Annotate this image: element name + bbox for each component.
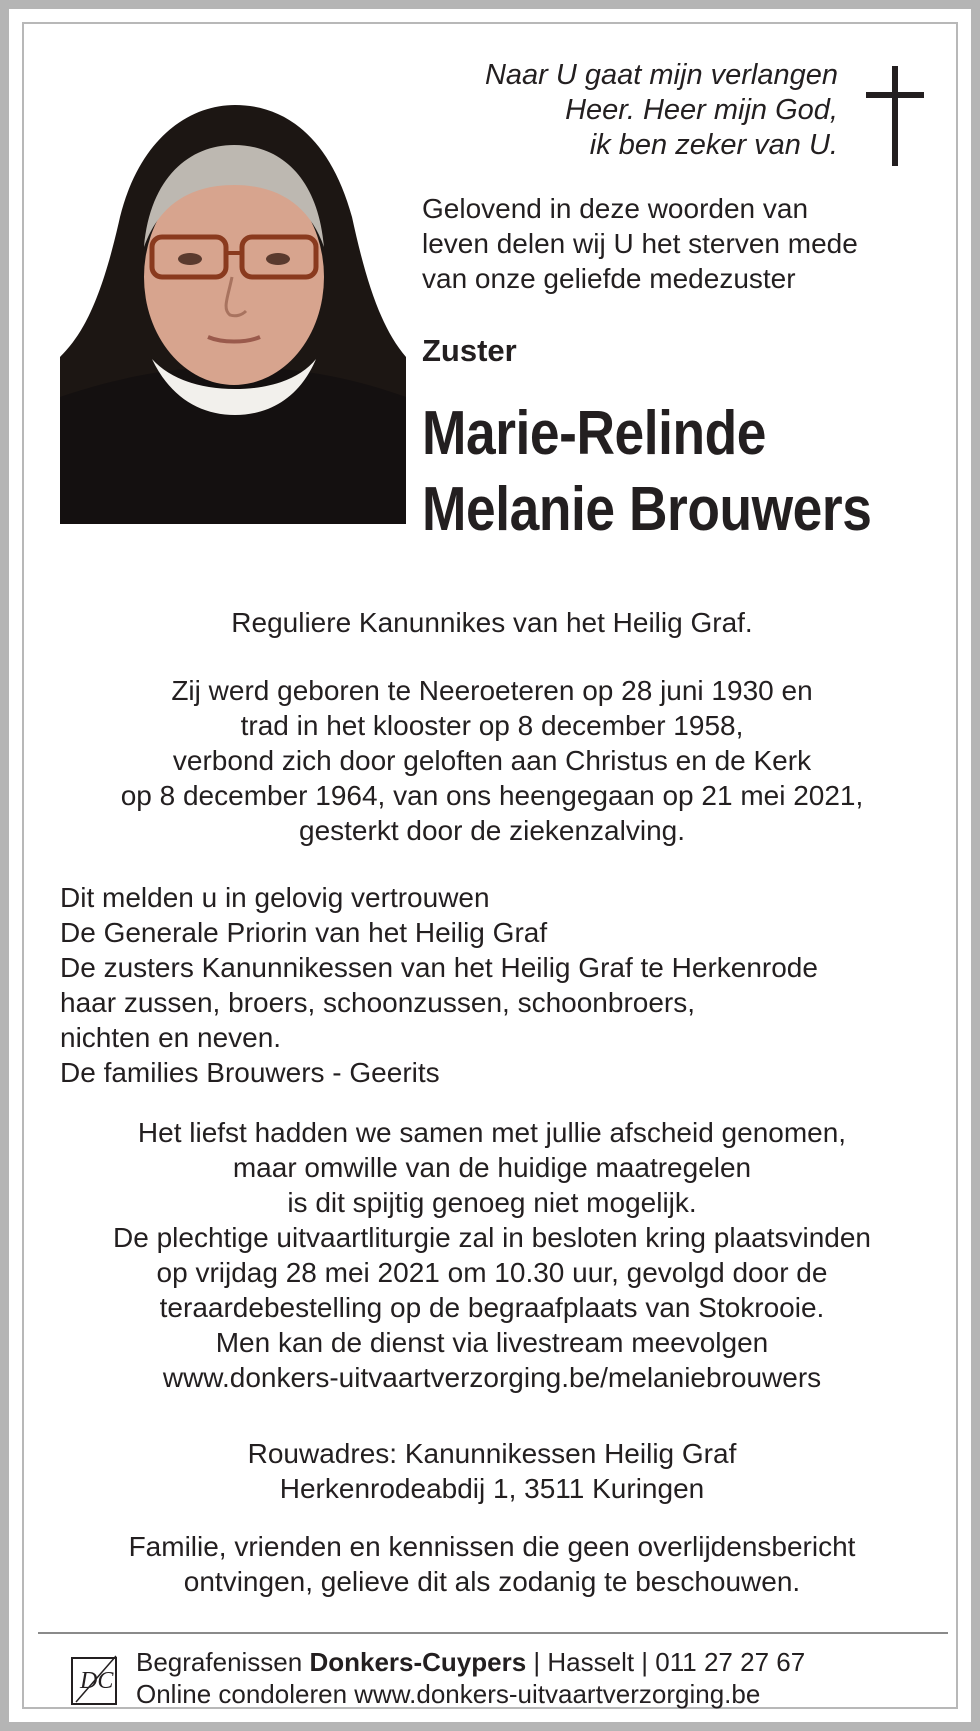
footer-prefix: Begrafenissen xyxy=(136,1647,310,1677)
name-line: Melanie Brouwers xyxy=(422,475,872,544)
portrait-photo xyxy=(60,97,406,524)
livestream-link[interactable]: www.donkers-uitvaartverzorging.be/melaniebrouwers xyxy=(162,1362,822,1393)
latin-cross-icon xyxy=(866,66,924,166)
intro-line: Gelovend in deze woorden van xyxy=(422,193,809,224)
verse-line: Naar U gaat mijn verlangen xyxy=(484,59,838,91)
obituary-border xyxy=(22,22,958,1709)
funeral-line: teraardebestelling op de begraafplaats van Stokrooie. xyxy=(159,1292,825,1323)
mourning-address xyxy=(24,1436,960,1506)
footer-text xyxy=(136,1646,805,1710)
obituary-card xyxy=(9,9,971,1722)
biography-line: trad in het klooster op 8 december 1958, xyxy=(240,710,744,741)
notice-line: Familie, vrienden en kennissen die geen overlijdensbericht xyxy=(128,1531,856,1562)
announcers xyxy=(60,880,940,1090)
biography xyxy=(24,673,960,848)
deceased-name xyxy=(422,396,872,548)
announcer-line: De zusters Kanunnikessen van het Heilig Graf te Herkenrode xyxy=(60,952,818,983)
company-name: Donkers-Cuypers xyxy=(309,1647,527,1677)
footer-divider xyxy=(38,1632,948,1634)
notice-line: ontvingen, gelieve dit als zodanig te beschouwen. xyxy=(183,1566,801,1597)
verse-line: ik ben zeker van U. xyxy=(589,129,838,161)
funeral-line: Het liefst hadden we samen met jullie afscheid genomen, xyxy=(137,1117,847,1148)
biography-line: gesterkt door de ziekenzalving. xyxy=(299,815,685,846)
name-line: Marie-Relinde xyxy=(422,399,767,468)
funeral-line: op vrijdag 28 mei 2021 om 10.30 uur, gevolgd door de xyxy=(156,1257,828,1288)
biography-line: verbond zich door geloften aan Christus en de Kerk xyxy=(172,745,812,776)
funeral-line: De plechtige uitvaartliturgie zal in besloten kring plaatsvinden xyxy=(113,1222,871,1253)
footer-line-1 xyxy=(136,1646,805,1678)
biography-line: Zij werd geboren te Neeroeteren op 28 juni 1930 en xyxy=(171,675,813,706)
verse-line: Heer. Heer mijn God, xyxy=(565,94,838,126)
funeral-line: maar omwille van de huidige maatregelen xyxy=(232,1152,752,1183)
biography-line: op 8 december 1964, van ons heengegaan op 21 mei 2021, xyxy=(120,780,864,811)
condolence-link[interactable]: Online condoleren www.donkers-uitvaartverzorging.be xyxy=(136,1679,761,1709)
intro-text xyxy=(422,191,922,296)
congregation-line: Reguliere Kanunnikes van het Heilig Graf. xyxy=(231,607,753,638)
funeral-info xyxy=(24,1115,960,1395)
verse xyxy=(358,58,838,163)
notice xyxy=(24,1529,960,1599)
announcer-line: haar zussen, broers, schoonzussen, schoonbroers, xyxy=(60,987,696,1018)
announcer-line: Dit melden u in gelovig vertrouwen xyxy=(60,882,490,913)
title: Zuster xyxy=(422,333,517,368)
donkers-cuypers-logo xyxy=(70,1652,122,1708)
portrait-illustration xyxy=(60,97,406,524)
announcer-line: De Generale Priorin van het Heilig Graf xyxy=(60,917,548,948)
footer-contact: | Hasselt | 011 27 27 67 xyxy=(526,1647,806,1677)
congregation xyxy=(24,605,960,640)
funeral-line: is dit spijtig genoeg niet mogelijk. xyxy=(287,1187,697,1218)
logo-text: DC xyxy=(80,1668,114,1694)
address-line: Herkenrodeabdij 1, 3511 Kuringen xyxy=(279,1473,705,1504)
announcer-line: De families Brouwers - Geerits xyxy=(60,1057,440,1088)
announcer-line: nichten en neven. xyxy=(60,1022,282,1053)
address-line: Rouwadres: Kanunnikessen Heilig Graf xyxy=(247,1438,737,1469)
intro-line: leven delen wij U het sterven mede xyxy=(422,228,858,259)
intro-line: van onze geliefde medezuster xyxy=(422,263,796,294)
funeral-line: Men kan de dienst via livestream meevolgen xyxy=(215,1327,769,1358)
